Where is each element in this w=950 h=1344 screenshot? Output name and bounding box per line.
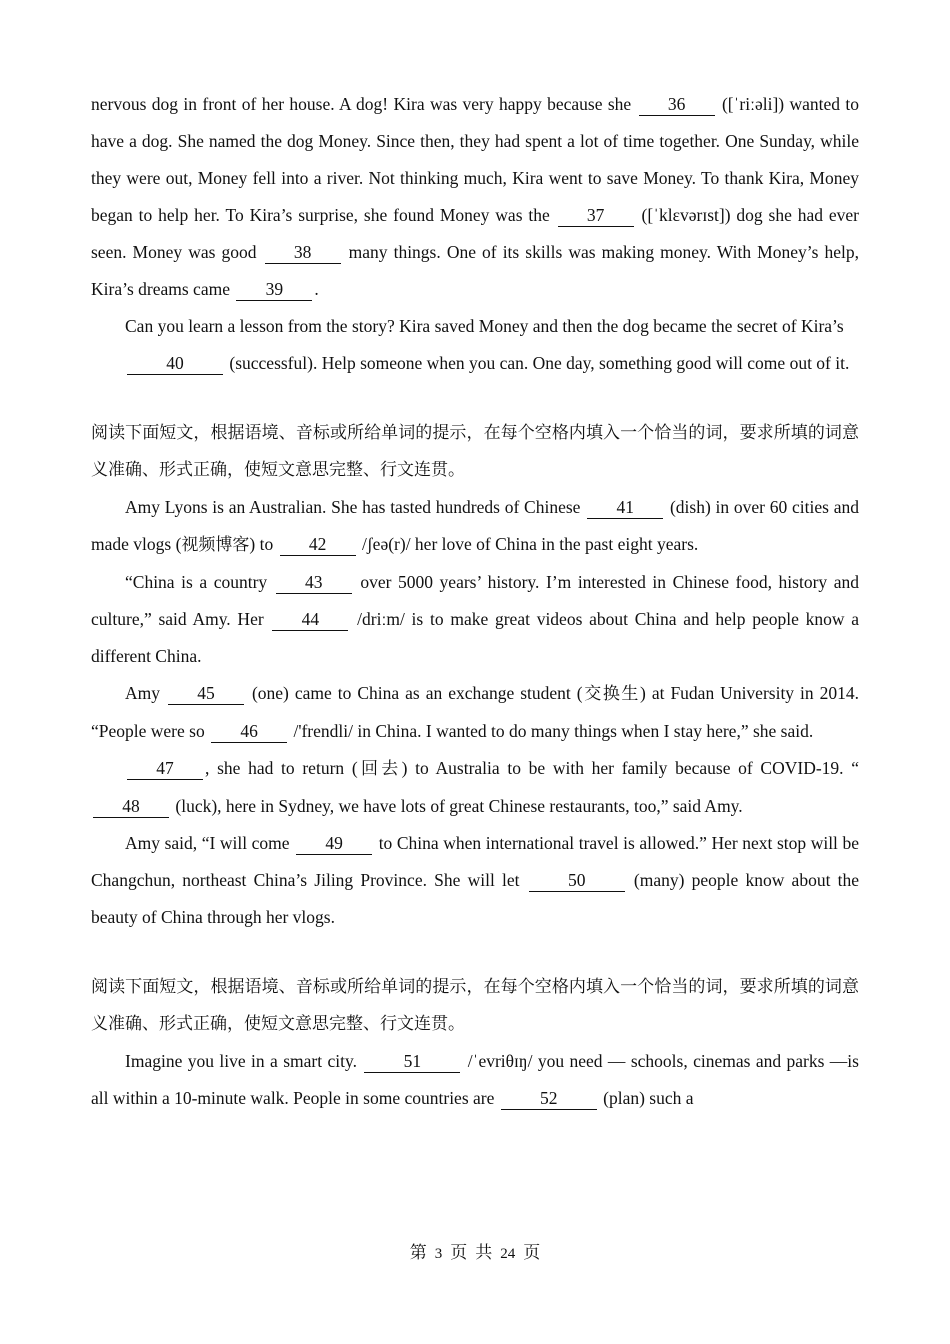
blank-41: 41: [587, 496, 663, 519]
blank-36: 36: [639, 93, 715, 116]
text: to China when international travel is allowed.” Her next stop will be Changchun, northeast China’s Jiling Province. She will let: [91, 833, 860, 890]
text: (one) came to China as an exchange student (: [245, 683, 583, 703]
text: Imagine you live in a smart city.: [125, 1051, 363, 1071]
text: (successful). Help someone when you can. One day, something good will come out of it.: [225, 353, 850, 373]
blank-51: 51: [364, 1050, 460, 1073]
blank-44: 44: [272, 608, 348, 631]
footer-gong: 共: [475, 1243, 493, 1263]
text: /ʃeə(r)/ her love of China in the past eight years.: [357, 534, 699, 554]
text: ) to Australia to be with her family because of COVID-19. “: [401, 758, 860, 778]
blank-45: 45: [168, 682, 244, 705]
total-pages: 24: [500, 1246, 516, 1262]
blank-52: 52: [501, 1087, 597, 1110]
passage2-paragraph4: [91, 750, 859, 825]
instructions-1: 阅读下面短文，根据语境、音标或所给单词的提示，在每个空格内填入一个恰当的词，要求所填的词意义准确、形式正确，使短文意思完整、行文连贯。: [91, 423, 859, 480]
footer-ye: 页: [450, 1243, 468, 1263]
blank-49: 49: [296, 832, 372, 855]
blank-42: 42: [280, 533, 356, 556]
blank-39: 39: [236, 278, 312, 301]
passage2-paragraph1: [91, 489, 859, 564]
chinese-gloss: 回去: [357, 759, 402, 779]
blank-47: 47: [127, 757, 203, 780]
text: (luck), here in Sydney, we have lots of great Chinese restaurants, too,” said Amy.: [171, 796, 743, 816]
text: “China is a country: [125, 572, 274, 592]
chinese-gloss: 交换生: [582, 684, 641, 704]
instructions-2: 阅读下面短文，根据语境、音标或所给单词的提示，在每个空格内填入一个恰当的词，要求所填的词意义准确、形式正确，使短文意思完整、行文连贯。: [91, 977, 859, 1034]
passage3-paragraph1: [91, 1043, 859, 1117]
text: Amy Lyons is an Australian. She has tasted hundreds of Chinese: [125, 497, 586, 517]
text: Amy: [125, 683, 166, 703]
text: /driːm/ is to make great videos about China and help people know a different China.: [91, 609, 859, 666]
footer-ye: 页: [523, 1243, 541, 1263]
blank-38: 38: [265, 241, 341, 264]
text: /ˈevriθɪŋ/ you need — schools, cinemas and parks —is all within a 10-minute walk. People in some countries are: [91, 1051, 859, 1108]
text: many things. One of its skills was making money. With Money’s help, Kira’s dreams came: [91, 242, 859, 299]
text: (many) people know about the beauty of China through her vlogs.: [91, 870, 859, 927]
text: , she had to return (: [205, 758, 358, 778]
text: ) at Fudan University in 2014. “People were so: [91, 683, 860, 741]
text: /'frendli/ in China. I wanted to do many things when I stay here,” she said.: [289, 721, 814, 741]
text: ) to: [249, 534, 278, 554]
text: .: [314, 279, 319, 299]
chinese-gloss: 视频博客: [181, 535, 250, 555]
text: nervous dog in front of her house. A dog! Kira was very happy because she: [91, 94, 637, 114]
passage2-paragraph2: [91, 564, 859, 675]
text: ([ˈklɛvərɪst]) dog she had ever seen. Money was good: [91, 205, 860, 262]
passage2-paragraph3: [91, 675, 859, 750]
passage1-paragraph1: [91, 86, 859, 308]
blank-37: 37: [558, 204, 634, 227]
text: Amy said, “I will come: [125, 833, 295, 853]
text: ([ˈriːəli]) wanted to have a dog. She named the dog Money. Since then, they had spent a lot of time together. One Sunday, while they were out, Money fell into a river. Not thinking much, Kira went to save Money. To thank Kira, Money began to help her. To Kira’s surprise, she found Money was the: [91, 94, 860, 225]
blank-40: 40: [127, 352, 223, 375]
blank-50: 50: [529, 869, 625, 892]
blank-43: 43: [276, 571, 352, 594]
current-page-number: 3: [434, 1246, 443, 1262]
passage2-paragraph5: [91, 825, 859, 936]
page-footer: [0, 1238, 950, 1263]
passage1-paragraph2: Can you learn a lesson from the story? Kira saved Money and then the dog became the secret of Kira’s: [125, 316, 844, 336]
blank-48: 48: [93, 795, 169, 818]
passage1-paragraph3: [91, 345, 859, 382]
footer-di: 第: [409, 1243, 427, 1263]
text: (dish) in over 60 cities and made vlogs (: [91, 497, 859, 554]
blank-46: 46: [211, 720, 287, 743]
text: (plan) such a: [598, 1088, 694, 1108]
document-page: [91, 86, 859, 1117]
text: over 5000 years’ history. I’m interested in Chinese food, history and culture,” said Amy. Her: [91, 572, 860, 629]
